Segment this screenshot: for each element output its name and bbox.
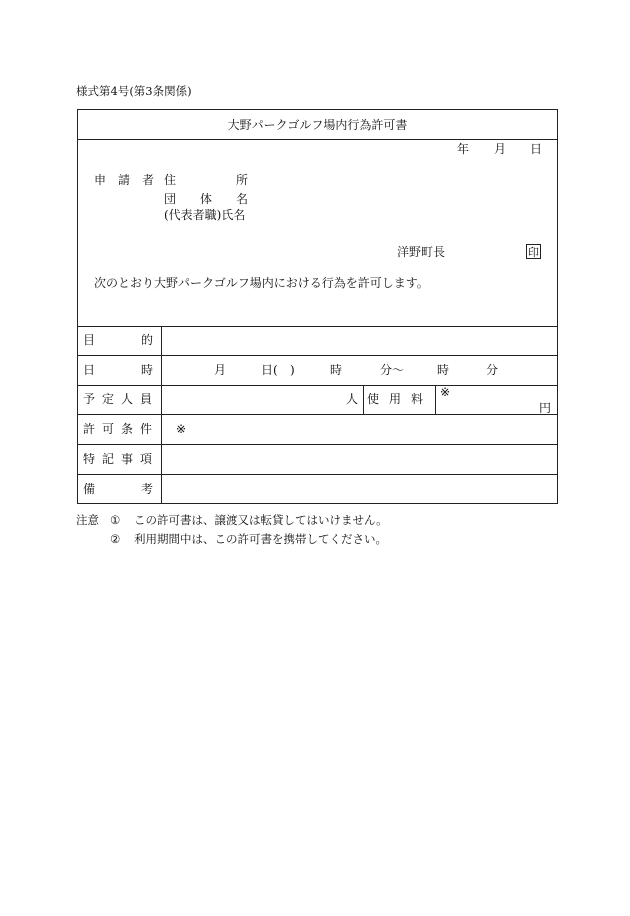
remarks-label <box>83 482 200 496</box>
date-month: 月 <box>494 142 507 156</box>
note-1-text: この許可書は、譲渡又は転貸してはいけません。 <box>134 513 388 527</box>
special-notes-label-text: 特記事項 <box>83 452 160 466</box>
fee-note-mark: ※ <box>440 385 451 399</box>
seal-box <box>526 244 541 259</box>
row-line-1 <box>78 355 557 356</box>
group-name-label-text: 団体名 <box>164 192 273 206</box>
fee-unit: 円 <box>539 401 552 415</box>
dt-minute-end: 分 <box>486 363 499 377</box>
applicant-label-text: 申請者 <box>94 173 167 187</box>
special-notes-label <box>83 453 159 465</box>
planned-people-label-text: 予定人員 <box>83 392 160 406</box>
group-name-label <box>164 193 272 205</box>
note-2-text: 利用期間中は、この許可書を携帯してください。 <box>134 532 387 546</box>
permit-form <box>77 109 558 504</box>
address-label <box>164 173 309 187</box>
dt-hour-start: 時 <box>330 363 343 377</box>
note-1-number: ① <box>110 513 121 527</box>
date-year: 年 <box>457 142 470 156</box>
permit-conditions-label <box>83 423 159 435</box>
dt-hour-end: 時 <box>437 363 450 377</box>
issuer-name: 洋野町長 <box>397 245 446 259</box>
row-line-3 <box>78 414 557 415</box>
applicant-label <box>94 173 167 187</box>
conditions-note-mark: ※ <box>176 422 187 436</box>
remarks-label-text: 備考 <box>83 482 200 496</box>
dt-minute-start: 分〜 <box>380 363 405 377</box>
representative-name-label: (代表者職)氏名 <box>164 208 246 222</box>
purpose-label-text: 目的 <box>83 333 200 347</box>
permit-statement: 次のとおり大野パークゴルフ場内における行為を許可します。 <box>94 276 429 290</box>
dt-day-open: 日( <box>261 363 278 377</box>
form-number-label: 様式第4号(第3条関係) <box>76 84 192 98</box>
permit-conditions-label-text: 許可条件 <box>83 422 160 436</box>
date-day: 日 <box>530 142 543 156</box>
fee-value-divider <box>435 385 436 414</box>
people-fee-divider <box>363 385 364 414</box>
dt-month: 月 <box>214 363 227 377</box>
seal-mark: 印 <box>528 245 539 259</box>
address-label-text: 住所 <box>164 173 309 187</box>
form-title: 大野パークゴルフ場内行為許可書 <box>78 110 557 140</box>
datetime-label <box>83 363 200 377</box>
datetime-label-text: 日時 <box>83 363 200 377</box>
row-line-2 <box>78 385 557 386</box>
fee-label <box>367 393 433 405</box>
purpose-label <box>83 333 200 347</box>
note-2-number: ② <box>110 532 121 546</box>
planned-people-label <box>83 393 159 405</box>
fee-label-text: 使用料 <box>367 392 434 406</box>
row-line-5 <box>78 474 557 475</box>
table-top-line <box>78 326 557 327</box>
dt-day-close: ) <box>290 363 295 377</box>
row-line-4 <box>78 444 557 445</box>
people-unit: 人 <box>346 392 359 406</box>
label-column-divider <box>161 326 162 504</box>
notes-label: 注意 <box>76 513 99 527</box>
